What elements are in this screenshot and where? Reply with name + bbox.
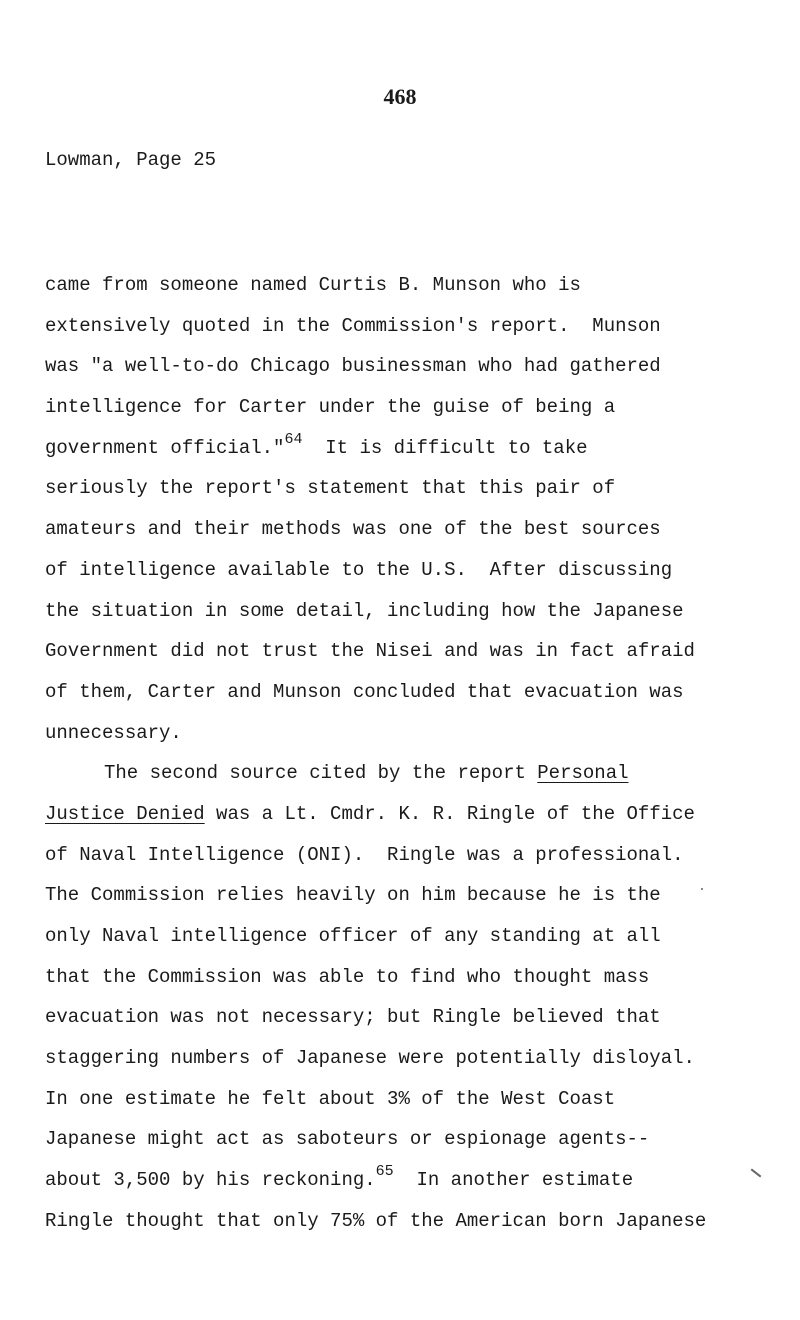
text-line: evacuation was not necessary; but Ringle believed that	[45, 1006, 661, 1029]
sentence-continuation: It is difficult to take	[302, 436, 588, 459]
text-line: unnecessary.	[45, 721, 182, 744]
text-line: came from someone named Curtis B. Munson who is	[45, 274, 581, 296]
footnote-ref-65: 65	[375, 1163, 394, 1181]
text-line: Ringle thought that only 75% of the American born Japanese	[45, 1209, 707, 1232]
text-line: staggering numbers of Japanese were potentially disloyal.	[45, 1047, 695, 1070]
text-line	[45, 430, 785, 475]
scan-speck	[701, 888, 703, 890]
paragraph-lead-text: The second source cited by the report	[104, 762, 538, 785]
text-line: extensively quoted in the Commission's report. Munson	[45, 314, 661, 337]
text-line	[45, 800, 785, 841]
text-line: amateurs and their methods was one of the best sources	[45, 518, 661, 541]
text-line: of Naval Intelligence (ONI). Ringle was a professional.	[45, 843, 684, 866]
ringle-intro-text: was a Lt. Cmdr. K. R. Ringle of the Office	[204, 802, 695, 825]
text-line: The Commission relies heavily on him because he is the	[45, 884, 661, 907]
page-number: 468	[383, 84, 417, 109]
report-title-part-1: Personal	[537, 762, 629, 785]
body-text	[45, 271, 785, 1248]
text-line: was "a well-to-do Chicago businessman who had gathered	[45, 355, 661, 378]
footnote-ref-64: 64	[284, 430, 303, 448]
text-line: of intelligence available to the U.S. After discussing	[45, 558, 673, 581]
text-line: only Naval intelligence officer of any standing at all	[45, 925, 661, 947]
text-line: Japanese might act as saboteurs or espionage agents--	[45, 1128, 650, 1151]
quote-end-text: government official."	[45, 436, 285, 459]
report-title-part-2: Justice Denied	[45, 802, 205, 825]
text-line: that the Commission was able to find who thought mass	[45, 965, 650, 988]
text-line: Government did not trust the Nisei and was in fact afraid	[45, 640, 695, 663]
paragraph-start-line	[45, 759, 785, 800]
text-line: of them, Carter and Munson concluded that evacuation was	[45, 680, 684, 703]
text-line	[45, 1163, 785, 1207]
reckoning-text: about 3,500 by his reckoning.	[45, 1169, 376, 1192]
text-line: the situation in some detail, including how the Japanese	[45, 599, 684, 622]
text-line: intelligence for Carter under the guise of being a	[45, 396, 616, 419]
text-line: In one estimate he felt about 3% of the West Coast	[45, 1087, 616, 1110]
text-line: seriously the report's statement that this pair of	[45, 477, 616, 500]
running-header: Lowman, Page 25	[45, 149, 217, 171]
estimate-continuation: In another estimate	[393, 1169, 634, 1192]
